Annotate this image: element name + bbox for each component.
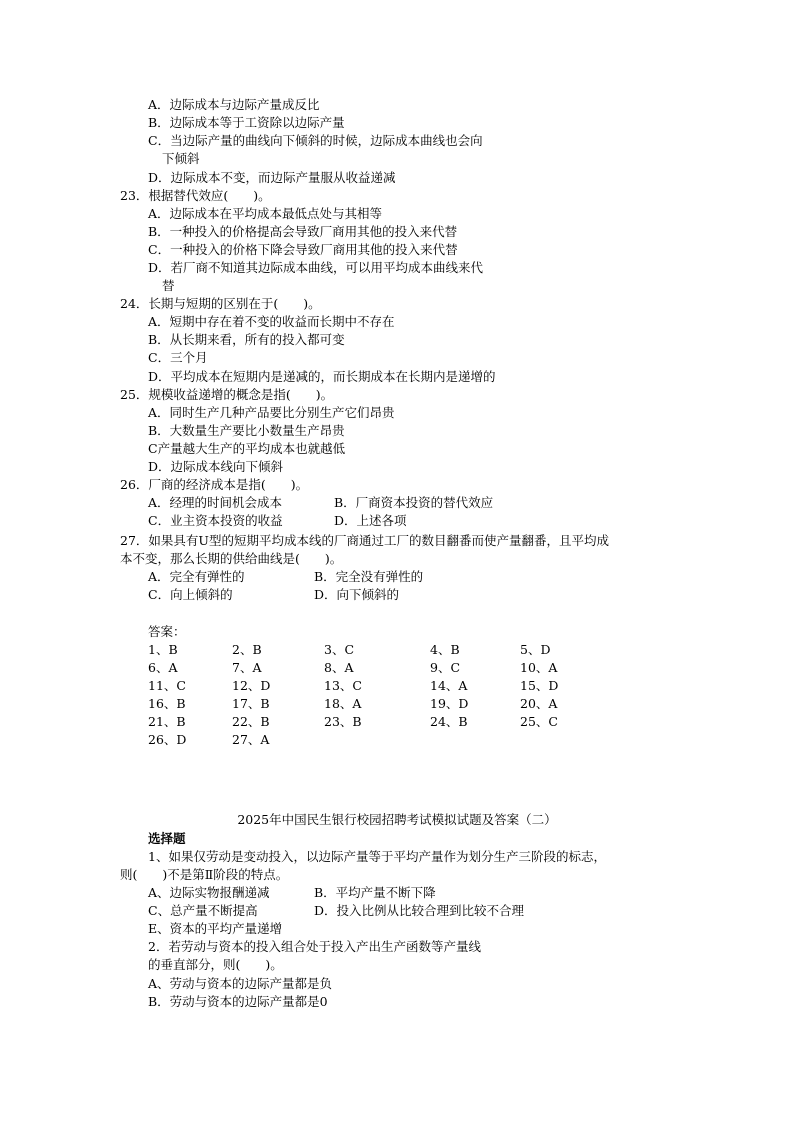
q22-option-a: A．边际成本与边际产量成反比 <box>148 97 320 112</box>
answers-row <box>148 731 668 749</box>
q26-options-row-2 <box>148 512 668 530</box>
answer-item: 2、B <box>232 642 262 657</box>
s2-q1-option-b: B．平均产量不断下降 <box>314 885 436 900</box>
s2-q2-option-b: B．劳动与资本的边际产量都是0 <box>148 994 328 1009</box>
q27-option-b: B．完全没有弹性的 <box>314 569 424 584</box>
q26-option-d: D．上述各项 <box>334 513 407 528</box>
answers-label: 答案： <box>148 624 186 639</box>
answer-item: 11、C <box>148 678 186 693</box>
answers-row <box>148 677 668 695</box>
section-heading: 选择题 <box>148 831 186 846</box>
answer-item: 21、B <box>148 714 186 729</box>
answer-item: 7、A <box>232 660 262 675</box>
answer-item: 16、B <box>148 696 186 711</box>
q23-option-c: C．一种投入的价格下降会导致厂商用其他的投入来代替 <box>148 242 458 257</box>
q27-option-c: C．向上倾斜的 <box>148 587 233 602</box>
q27-option-a: A．完全有弹性的 <box>148 569 245 584</box>
q27-options-row-2 <box>148 586 668 604</box>
answer-item: 20、A <box>520 696 558 711</box>
q22-option-c: C．当边际产量的曲线向下倾斜的时候，边际成本曲线也会向 <box>148 133 483 148</box>
q25-stem: 25．规模收益递增的概念是指( )。 <box>120 387 334 402</box>
q24-option-b: B．从长期来看，所有的投入都可变 <box>148 332 345 347</box>
answer-item: 24、B <box>430 714 468 729</box>
s2-q1-stem-line-1: 1、如果仅劳动是变动投入，以边际产量等于平均产量作为划分生产三阶段的标志， <box>148 849 606 864</box>
q26-option-c: C．业主资本投资的收益 <box>148 513 283 528</box>
q25-option-a: A．同时生产几种产品要比分别生产它们昂贵 <box>148 405 395 420</box>
q24-option-a: A．短期中存在着不变的收益而长期中不存在 <box>148 314 395 329</box>
q26-option-b: B．厂商资本投资的替代效应 <box>334 495 494 510</box>
s2-q1-option-a: A、边际实物报酬递减 <box>148 885 270 900</box>
q25-option-c: C产量越大生产的平均成本也就越低 <box>148 441 346 456</box>
s2-q2-option-a: A、劳动与资本的边际产量都是负 <box>148 976 333 991</box>
s2-q1-options-row-2 <box>148 902 668 920</box>
answer-item: 17、B <box>232 696 270 711</box>
answer-item: 9、C <box>430 660 461 675</box>
s2-q2-stem-line-2: 的垂直部分，则( )。 <box>148 957 283 972</box>
q25-option-d: D．边际成本线向下倾斜 <box>148 459 284 474</box>
answer-item: 8、A <box>324 660 354 675</box>
answer-item: 23、B <box>324 714 362 729</box>
answer-item: 6、A <box>148 660 178 675</box>
answer-item: 22、B <box>232 714 270 729</box>
q26-option-a: A．经理的时间机会成本 <box>148 495 283 510</box>
answer-item: 26、D <box>148 732 187 747</box>
q26-options-row-1 <box>148 494 668 512</box>
q27-stem-line-2: 本不变，那么长期的供给曲线是( )。 <box>120 551 343 566</box>
answer-item: 19、D <box>430 696 469 711</box>
q24-stem: 24．长期与短期的区别在于( )。 <box>120 296 321 311</box>
s2-q1-option-d: D．投入比例从比较合理到比较不合理 <box>314 903 525 918</box>
answer-item: 18、A <box>324 696 362 711</box>
answers-row <box>148 641 668 659</box>
answer-item: 5、D <box>520 642 551 657</box>
q25-option-b: B．大数量生产要比小数量生产昂贵 <box>148 423 345 438</box>
answer-item: 4、B <box>430 642 460 657</box>
q26-stem: 26．厂商的经济成本是指( )。 <box>120 477 309 492</box>
q23-option-d: D．若厂商不知道其边际成本曲线，可以用平均成本曲线来代 <box>148 260 484 275</box>
q23-option-a: A．边际成本在平均成本最低点处与其相等 <box>148 206 383 221</box>
section-title: 2025年中国民生银行校园招聘考试模拟试题及答案（二） <box>237 812 557 827</box>
answer-item: 15、D <box>520 678 559 693</box>
answer-item: 3、C <box>324 642 355 657</box>
q23-option-d-continued: 替 <box>162 278 175 293</box>
s2-q1-options-row-1 <box>148 884 668 902</box>
q22-option-b: B．边际成本等于工资除以边际产量 <box>148 115 345 130</box>
s2-q1-stem-line-2: 则( )不是第Ⅱ阶段的特点。 <box>120 867 289 882</box>
answer-item: 14、A <box>430 678 468 693</box>
s2-q1-option-c: C、总产量不断提高 <box>148 903 258 918</box>
q23-stem: 23．根据替代效应( )。 <box>120 188 271 203</box>
s2-q1-option-e: E、资本的平均产量递增 <box>148 921 283 936</box>
answer-item: 27、A <box>232 732 270 747</box>
answers-row <box>148 659 668 677</box>
q27-options-row-1 <box>148 568 668 586</box>
s2-q2-stem-line-1: 2．若劳动与资本的投入组合处于投入产出生产函数等产量线 <box>148 939 481 954</box>
answer-item: 10、A <box>520 660 558 675</box>
answers-row <box>148 713 668 731</box>
answer-item: 13、C <box>324 678 362 693</box>
q22-option-d: D．边际成本不变，而边际产量服从收益递减 <box>148 170 396 185</box>
answer-item: 25、C <box>520 714 558 729</box>
q27-stem-line-1: 27．如果具有U型的短期平均成本线的厂商通过工厂的数目翻番而使产量翻番，且平均成 <box>120 533 609 548</box>
answer-item: 1、B <box>148 642 178 657</box>
q24-option-c: C．三个月 <box>148 350 208 365</box>
q27-option-d: D．向下倾斜的 <box>314 587 400 602</box>
answers-row <box>148 695 668 713</box>
q24-option-d: D．平均成本在短期内是递减的，而长期成本在长期内是递增的 <box>148 369 496 384</box>
q22-option-c-continued: 下倾斜 <box>162 151 200 166</box>
answer-item: 12、D <box>232 678 271 693</box>
q23-option-b: B．一种投入的价格提高会导致厂商用其他的投入来代替 <box>148 224 458 239</box>
